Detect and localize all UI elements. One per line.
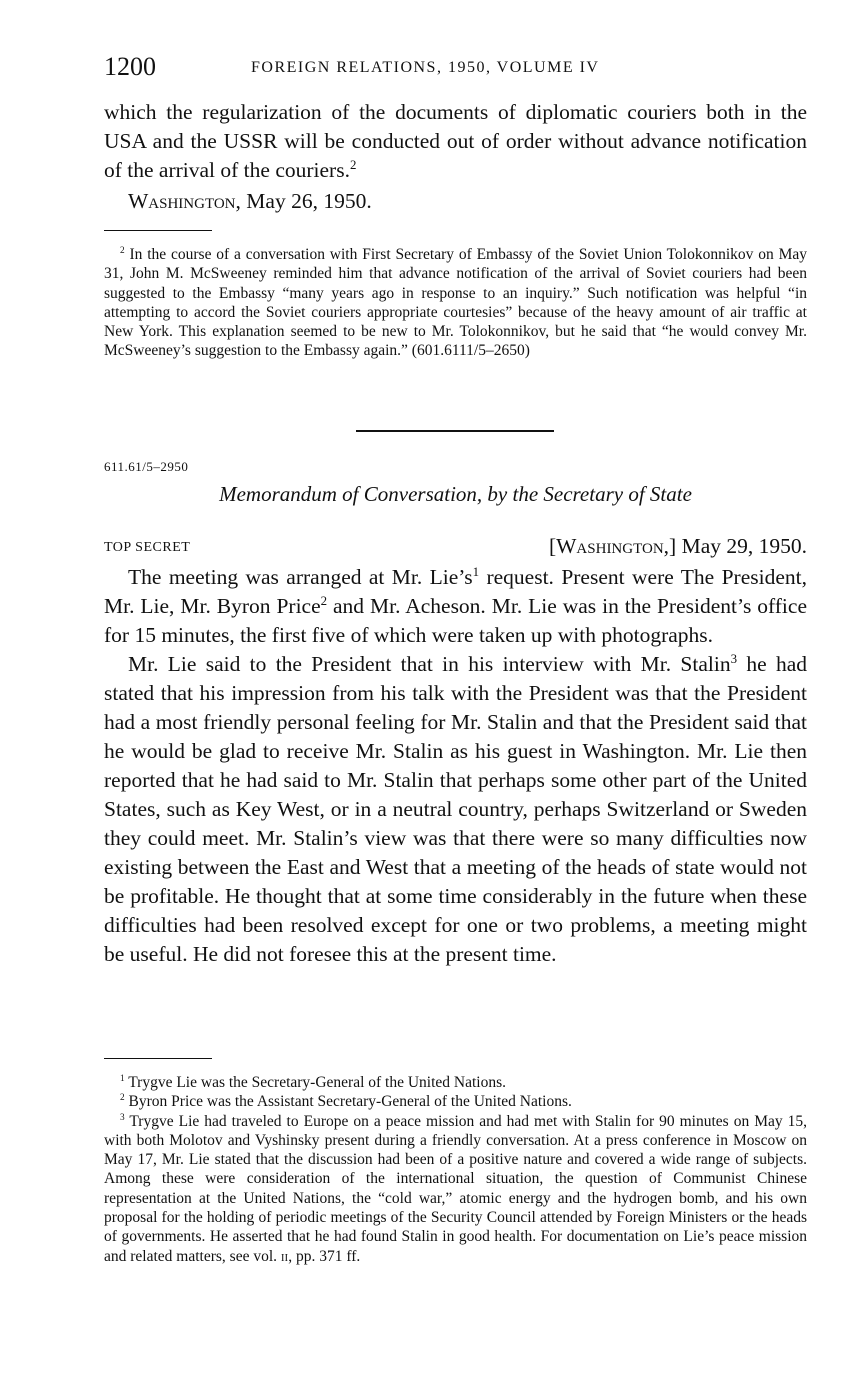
dateline: [Washington,] May 29, 1950.	[548, 534, 807, 558]
file-number: 611.61/5–2950	[104, 459, 189, 474]
footnote-1: $^1$ Trygve Lie was the Secretary-General of the United Nations.	[120, 1073, 507, 1091]
signoff-place: Washington	[128, 189, 236, 213]
page-header	[104, 52, 807, 86]
footnote-text: In the course of a conversation with First Secretary of Embassy of the Soviet Union Tolokonnikov on May 31, John M. McSweeney reminded him that advance notification of the arrival of Soviet couriers had been suggested to the Embassy “many years ago in response to an inquiry.” Such notification was helpful “in attempting to accord the Soviet couriers appropriate courtesies” because of the heavy amount of air traffic at New York. This explanation seemed to be new to Mr. Tolokonnikov, but he said that “he would convey Mr. McSweeney’s suggestion to the Embassy again.” (601.6111/5–2650)	[104, 246, 807, 360]
document-title: Memorandum of Conversation, by the Secretary of State	[219, 482, 692, 506]
classification-label: TOP SECRET	[104, 540, 191, 555]
footnote-rule	[104, 1058, 212, 1059]
dateline-place: Washington	[556, 534, 664, 558]
classification-line	[104, 534, 807, 562]
footnote-rule	[104, 230, 212, 231]
running-head: FOREIGN RELATIONS, 1950, VOLUME IV	[251, 59, 600, 76]
footnote-ref: 2	[349, 157, 357, 172]
continuation-text	[104, 98, 807, 216]
footnote-top	[104, 245, 807, 361]
footnote-ref: 2	[320, 593, 328, 608]
page-number: 1200	[104, 52, 156, 81]
dateline-date: ,] May 29, 1950.	[663, 534, 807, 558]
memo-paragraph-1: The meeting was arranged at Mr. $Lie’s^1$ request. Present were The President, Mr. Lie, Mr. Byron Price$^2$ and Mr. Acheson. Mr. Lie was in the President’s office for 15 minutes, the first five of which were taken up with photographs.	[104, 564, 807, 647]
footnote-3: $^3$ Trygve Lie had traveled to Europe on a peace mission and had met with Stalin for 90 minutes on May 15, with both Molotov and Vyshinsky present during a friendly conversation. At a press conference in Moscow on May 17, Mr. Lie stated that the discussion had been of a positive nature and covered a wide range of subjects. Among these were consideration of the international situation, the question of Communist Chinese representation at the United Nations, the “cold war,” atomic energy and the hydrogen bomb, and his own proposal for the holding of periodic meetings of the Security Council attended by Foreign Ministers or the heads of governments. He asserted that he had found Stalin in good health. For documentation on Lie’s peace mission and related matters, see vol. ii, pp. 371 ff.	[104, 1112, 807, 1265]
signoff-date: , May 26, 1950.	[235, 189, 372, 213]
footnotes-bottom	[104, 1073, 807, 1266]
footnote-ref: 3	[730, 651, 738, 666]
memo-paragraph-2: Mr. Lie said to the President that in his interview with Mr. Stalin$^3$ he had stated that his impression from his talk with the President was that the President had a most friendly personal feeling for Mr. Stalin and that the President said that he would be glad to receive Mr. Stalin as his guest in Washington. Mr. Lie then reported that he had said to Mr. Stalin that perhaps some other part of the United States, such as Key West, or in a neutral country, perhaps Switzerland or Sweden they could meet. Mr. Stalin’s view was that there were so many difficulties now existing between the East and West that a meeting of the heads of state would not be profitable. He thought that at some time considerably in the future when these difficulties had been resolved except for one or two problems, a meeting might be useful. He did not foresee this at the present time.	[104, 651, 808, 966]
continuation-paragraph: which the regularization of the documents of diplomatic couriers both in the USA and the USSR will be conducted out of order without advance notification of the arrival of the couriers.	[104, 100, 807, 182]
footnote-2: $^2$ Byron Price was the Assistant Secretary-General of the United Nations.	[120, 1093, 572, 1111]
memo-body	[104, 563, 807, 969]
section-divider	[356, 430, 554, 432]
footnote-ref: 1	[472, 564, 480, 579]
footnote-number: 2	[120, 245, 125, 256]
